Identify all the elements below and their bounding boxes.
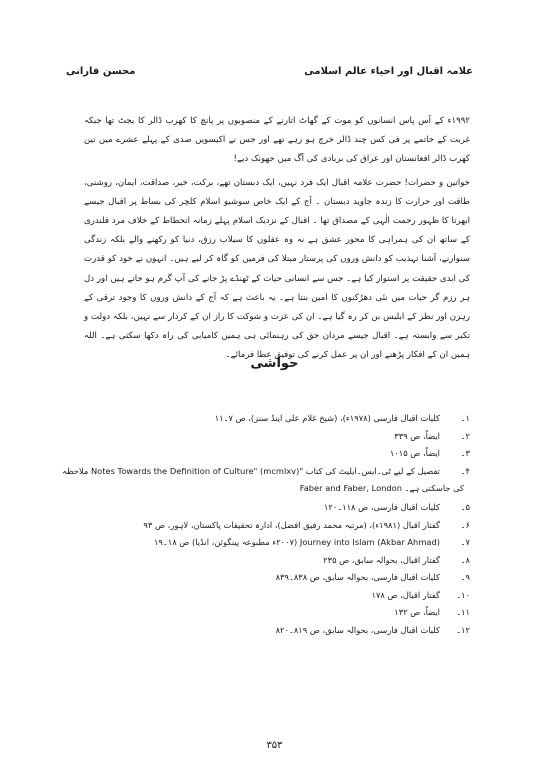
note-item — [84, 622, 470, 640]
note-number: ۳۔ — [460, 448, 470, 458]
note-item — [62, 463, 470, 481]
note-text: ایضاً، ص ۳۳۹ — [394, 430, 440, 441]
note-number: ۱۔ — [460, 413, 470, 423]
note-text: کلیات اقبال فارسی، بحوالہ سابق، ص ۸۱۹۔۸۲۰ — [275, 624, 440, 635]
note-text: گفتار اقبال، ص ۱۷۸ — [371, 589, 440, 600]
note-number: ۱۲۔ — [456, 624, 470, 635]
note-text: گفتار اقبال، بحوالہ سابق، ص ۲۳۵ — [323, 554, 440, 565]
note-continuation — [84, 480, 470, 499]
notes-list — [62, 410, 470, 639]
note-number: ۵۔ — [460, 502, 470, 512]
note-text: گفتار اقبال (۱۹۸۱ء)، (مرتبہ محمد رفیق افضل)، ادارہ تحقیقات پاکستان، لاہور، ص ۹۳ — [143, 519, 440, 530]
note-number: ۴۔ — [460, 465, 470, 476]
note-item — [84, 499, 470, 517]
note-number: ۱۰۔ — [456, 589, 470, 600]
note-text: ایضاً، ص ۱۰۱۵ — [389, 448, 440, 458]
note-number: ۷۔ — [460, 537, 470, 547]
body-text — [84, 112, 470, 370]
note-number: ۲۔ — [460, 430, 470, 441]
note-item — [84, 569, 470, 587]
note-number: ۶۔ — [460, 519, 470, 530]
note-text: کلیات اقبال فارسی (۱۹۷۸ء)، (شیخ غلام علی اینڈ سنز)، ص ۷۔۱۱ — [214, 413, 440, 423]
note-text: تفصیل کے لیے ٹی۔ایس۔ایلیٹ کی کتاب "Notes Towards the Definition of Culture" (mcmlxv) ملاحظہ — [62, 465, 440, 476]
notes-heading: حواشی — [250, 356, 299, 371]
note-text: کلیات اقبال فارسی، بحوالہ سابق، ص ۸۳۸۔۸۳۹ — [275, 572, 440, 582]
note-item — [84, 587, 470, 605]
header-book-title: علامہ اقبال اور احیاء عالم اسلامی — [304, 66, 473, 77]
note-number: ۸۔ — [460, 554, 470, 565]
note-text: (Akbar Ahmad) Journey into Islam (۲۰۰۷ء مطبوعہ پینگوئن، انڈیا) ص ۱۸۔۱۹ — [153, 537, 440, 547]
note-item — [84, 517, 470, 535]
note-item — [84, 428, 470, 446]
note-item — [84, 445, 470, 463]
note-item — [84, 410, 470, 428]
page-number: ۳۵۳ — [266, 740, 283, 751]
note-text: ایضاً، ص ۱۳۲ — [394, 607, 440, 617]
header-author-name: محسن فارانی — [66, 66, 136, 77]
note-text: کی جاسکتی ہے۔ Faber and Faber, London — [299, 483, 464, 493]
note-item — [84, 534, 470, 552]
note-text: کلیات اقبال فارسی، ص ۱۱۸۔۱۲۰ — [323, 502, 440, 512]
note-number: ۱۱۔ — [456, 607, 470, 617]
paragraph-2: خواتین و حضرات! حضرت علامہ اقبال ایک فرد نہیں، ایک دبستان تھے، برکت، خیر، صداقت، ایمان، روشنی، طاقت اور حرارت کا زندہ جاوید دبستان ۔ آج کے ایک خاص سوشیو اسلام کلچر کی بساط پر اقبال جیسے ابھرتا کا ظہور رحمت الٰہی کے مصداق تھا ۔ اقبال کے نزدیک اسلام پہلے زمانہ انحطاط کے خلاف مرد قلندری کے ساتھ ان کی ہمراہی کا محور عشق ہے نہ وہ عقلوں کا سیلاب رزق، دنیا کو رکھنے والے بلکہ زندگی سنوارنے، آشنا تہذیب کو دانش وروں کی پرستار مبتلا کی فرمیں کو گاہ کر لیے ہیں۔ انہوں نے خود کو قدرت کی ابدی حقیقت پر استوار کیا ہے۔ جس سے انسانی حیات کے ٹھنڈے پڑ جانے کی آپ گرم ہو جاتے ہیں اور دل ہر رزم گر حیات میں نئی دھڑکنوں کا امین بنتا ہے۔ یہ باعث ہے کہ آج کے دانش وروں کا وجود ترقی کے رہزن اور نظر کے ابلیس بن کر رہ گیا ہے۔ ان کی عزت و شوکت کا راز ان کے کردار سے نہیں، بلکہ دولت و تکبر سے وابستہ ہے۔ اقبال جیسے مردان حق کی رہنمائی ہی ہمیں کامیابی کی راہ دکھا سکتی ہے۔ اللہ ہمیں ان کے افکار پڑھنے اور ان پر عمل کرنے کی توفیق عطا فرمائے۔ — [84, 177, 470, 361]
note-number: ۹۔ — [460, 572, 470, 582]
note-item — [84, 552, 470, 570]
paragraph-1: ۱۹۹۲ء کے آس پاس انسانوں کو موت کے گھاٹ اتارنے کے منصوبوں پر پانچ کا کھرب ڈالر کا بجٹ تھا جبکہ غربت کے خاتمے پر فی کس چند ڈالر خرچ ہو رہے تھے اور جس نے اکیسویں صدی کے پہلے عشرے میں تین کھرب ڈالر افغانستان اور عراق کی بربادی کی آگ میں جھونک دیے! — [84, 116, 470, 165]
running-header — [66, 66, 473, 82]
note-item — [84, 604, 470, 622]
